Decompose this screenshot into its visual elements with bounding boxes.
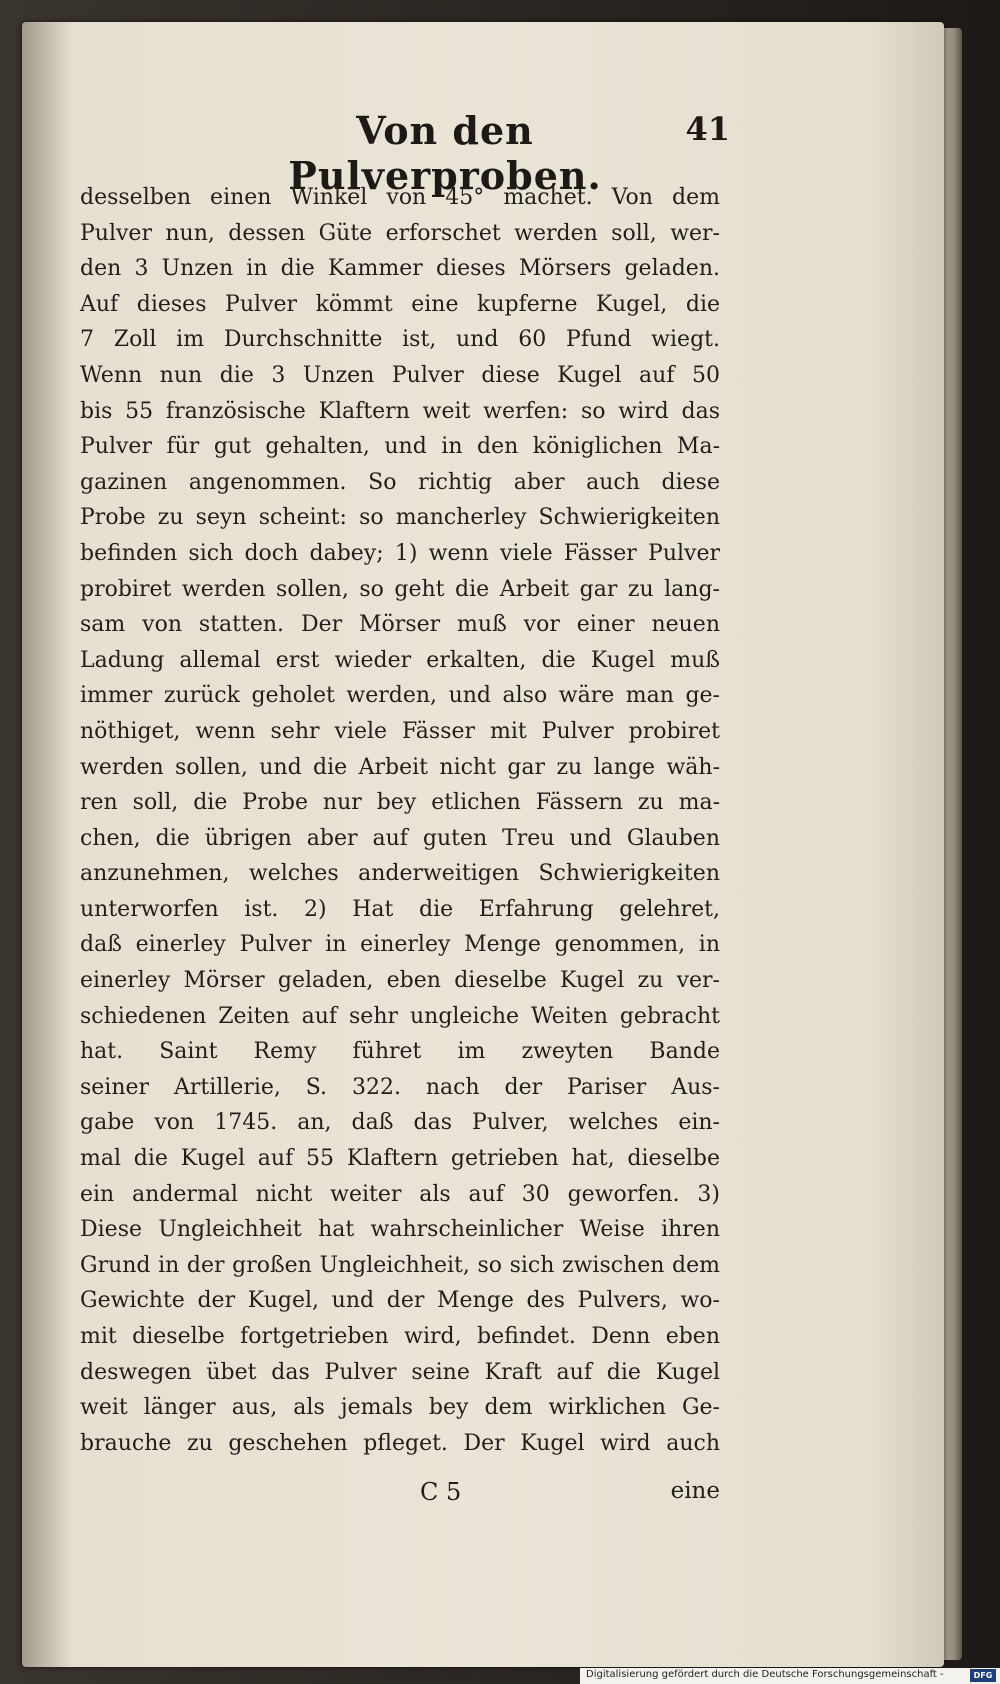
- page-number: 41: [685, 110, 730, 148]
- text-line: ren soll, die Probe nur bey etlichen Fässern zu ma-: [80, 790, 720, 816]
- text-line: Auf dieses Pulver kömmt eine kupferne Kugel, die: [80, 291, 720, 317]
- text-line: desselben einen Winkel von 45° machet. Von dem: [80, 185, 720, 210]
- text-line: seiner Artillerie, S. 322. nach der Pariser Aus-: [80, 1074, 720, 1100]
- text-line: schiedenen Zeiten auf sehr ungleiche Weiten gebracht: [80, 1003, 720, 1029]
- catchword: eine: [670, 1478, 720, 1504]
- text-line: nöthiget, wenn sehr viele Fässer mit Pulver probiret: [80, 718, 720, 744]
- text-line: gazinen angenommen. So richtig aber auch diese: [80, 469, 720, 495]
- text-line: Pulver für gut gehalten, und in den königlichen Ma-: [80, 434, 720, 460]
- text-line: bis 55 französische Klaftern weit werfen: so wird das: [80, 398, 720, 424]
- text-line: Ladung allemal erst wieder erkalten, die Kugel muß: [80, 647, 720, 673]
- body-text: [80, 180, 720, 1461]
- text-line: mal die Kugel auf 55 Klaftern getrieben hat, dieselbe: [80, 1146, 720, 1172]
- text-line: hat. Saint Remy führet im zweyten Bande: [80, 1039, 720, 1065]
- running-title: Von den Pulverproben.: [288, 108, 602, 198]
- text-line: Diese Ungleichheit hat wahrscheinlicher Weise ihren: [80, 1217, 720, 1243]
- digitization-credit: [580, 1668, 1000, 1684]
- text-line: Wenn nun die 3 Unzen Pulver diese Kugel auf 50: [80, 362, 720, 388]
- text-line: probiret werden sollen, so geht die Arbeit gar zu lang-: [80, 576, 720, 602]
- text-line: Probe zu seyn scheint: so mancherley Schwierigkeiten: [80, 505, 720, 531]
- text-line: immer zurück geholet werden, und also wäre man ge-: [80, 683, 720, 709]
- text-line: deswegen übet das Pulver seine Kraft auf die Kugel: [80, 1359, 720, 1385]
- text-line: chen, die übrigen aber auf guten Treu und Glauben: [80, 825, 720, 851]
- text-line: Grund in der großen Ungleichheit, so sich zwischen dem: [80, 1252, 720, 1278]
- text-line: brauche zu geschehen pfleget. Der Kugel wird auch: [80, 1430, 720, 1456]
- text-line: unterworfen ist. 2) Hat die Erfahrung gelehret,: [80, 896, 720, 922]
- text-line: weit länger aus, als jemals bey dem wirklichen Ge-: [80, 1395, 720, 1421]
- credit-text: Digitalisierung gefördert durch die Deutsche Forschungsgemeinschaft -: [586, 1669, 944, 1680]
- text-line: sam von statten. Der Mörser muß vor einer neuen: [80, 612, 720, 638]
- text-line: mit dieselbe fortgetrieben wird, befindet. Denn eben: [80, 1324, 720, 1349]
- text-line: Gewichte der Kugel, und der Menge des Pulvers, wo-: [80, 1288, 720, 1314]
- text-line: den 3 Unzen in die Kammer dieses Mörsers geladen.: [80, 256, 720, 282]
- text-line: 7 Zoll im Durchschnitte ist, und 60 Pfund wiegt.: [80, 327, 720, 353]
- text-line: ein andermal nicht weiter als auf 30 geworfen. 3): [80, 1181, 720, 1207]
- text-line: daß einerley Pulver in einerley Menge genommen, in: [80, 932, 720, 958]
- text-line: anzunehmen, welches anderweitigen Schwierigkeiten: [80, 861, 720, 887]
- text-line: einerley Mörser geladen, eben dieselbe Kugel zu ver-: [80, 968, 720, 994]
- signature-mark: C 5: [420, 1478, 462, 1506]
- text-line: gabe von 1745. an, daß das Pulver, welches ein-: [80, 1110, 720, 1136]
- dfg-logo: DFG: [970, 1669, 996, 1682]
- binding-shadow: [22, 22, 72, 1667]
- text-line: befinden sich doch dabey; 1) wenn viele Fässer Pulver: [80, 540, 720, 566]
- text-line: werden sollen, und die Arbeit nicht gar zu lange wäh-: [80, 754, 720, 780]
- page-footer: [80, 1478, 720, 1518]
- text-line: Pulver nun, dessen Güte erforschet werden soll, wer-: [80, 220, 720, 246]
- book-page-edge: [944, 28, 962, 1660]
